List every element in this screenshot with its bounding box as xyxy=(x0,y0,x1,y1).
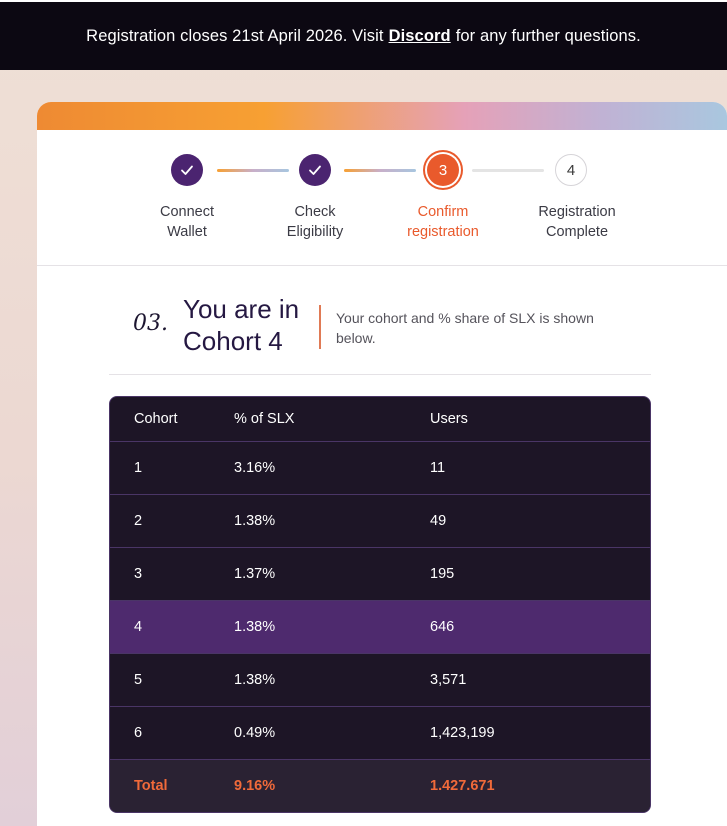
total-users: 1.427.671 xyxy=(406,759,650,812)
cohort-heading xyxy=(109,293,651,375)
cell-cohort: 2 xyxy=(110,494,210,547)
cell-share: 0.49% xyxy=(210,706,406,759)
cell-share: 1.38% xyxy=(210,494,406,547)
total-share: 9.16% xyxy=(210,759,406,812)
progress-stepper xyxy=(37,130,727,266)
heading-divider xyxy=(319,305,321,349)
section-subtitle: Your cohort and % share of SLX is shown below. xyxy=(336,310,594,346)
discord-link[interactable]: Discord xyxy=(388,26,451,45)
table-row xyxy=(110,441,650,494)
cohort-table xyxy=(109,396,651,813)
banner-text-before: Registration closes 21st April 2026. Visit xyxy=(86,26,384,45)
step-3-label: Confirm registration xyxy=(407,204,479,240)
table-total-row xyxy=(110,759,650,812)
step-4-label: Registration Complete xyxy=(538,204,616,240)
page-title: You are in Cohort 4 xyxy=(183,294,300,356)
cell-users: 11 xyxy=(406,441,650,494)
cell-users: 1,423,199 xyxy=(406,706,650,759)
step-connector-2 xyxy=(344,169,416,172)
cell-share: 1.38% xyxy=(210,600,406,653)
table-row-current-cohort xyxy=(110,600,650,653)
step-1-label: Connect Wallet xyxy=(159,204,214,240)
table-row xyxy=(110,706,650,759)
total-label: Total xyxy=(110,759,210,812)
cell-share: 1.38% xyxy=(210,653,406,706)
table-row xyxy=(110,547,650,600)
cell-cohort: 6 xyxy=(110,706,210,759)
section-number: 03. xyxy=(133,311,168,336)
step-1-check-icon xyxy=(171,154,203,186)
step-connector-1 xyxy=(217,169,289,172)
step-connector-3 xyxy=(472,169,544,172)
cell-cohort: 5 xyxy=(110,653,210,706)
cell-users: 49 xyxy=(406,494,650,547)
cell-users: 195 xyxy=(406,547,650,600)
cell-share: 1.37% xyxy=(210,547,406,600)
step-2-label: Check Eligibility xyxy=(286,204,344,240)
table-row xyxy=(110,494,650,547)
header-share: % of SLX xyxy=(234,410,295,427)
cell-cohort: 1 xyxy=(110,441,210,494)
cell-users: 646 xyxy=(406,600,650,653)
step-2-check-icon xyxy=(299,154,331,186)
header-cohort: Cohort xyxy=(134,410,178,427)
card-gradient-bar xyxy=(37,102,727,130)
cell-share: 3.16% xyxy=(210,441,406,494)
step-4-indicator: 4 xyxy=(555,154,587,186)
registration-card xyxy=(37,102,727,826)
banner-text-after: for any further questions. xyxy=(455,26,641,45)
step-3-indicator: 3 xyxy=(427,154,459,186)
cell-cohort: 3 xyxy=(110,547,210,600)
registration-banner xyxy=(0,0,727,70)
cell-users: 3,571 xyxy=(406,653,650,706)
table-row xyxy=(110,653,650,706)
table-header-row xyxy=(110,397,650,441)
cell-cohort: 4 xyxy=(110,600,210,653)
header-users: Users xyxy=(430,410,468,427)
